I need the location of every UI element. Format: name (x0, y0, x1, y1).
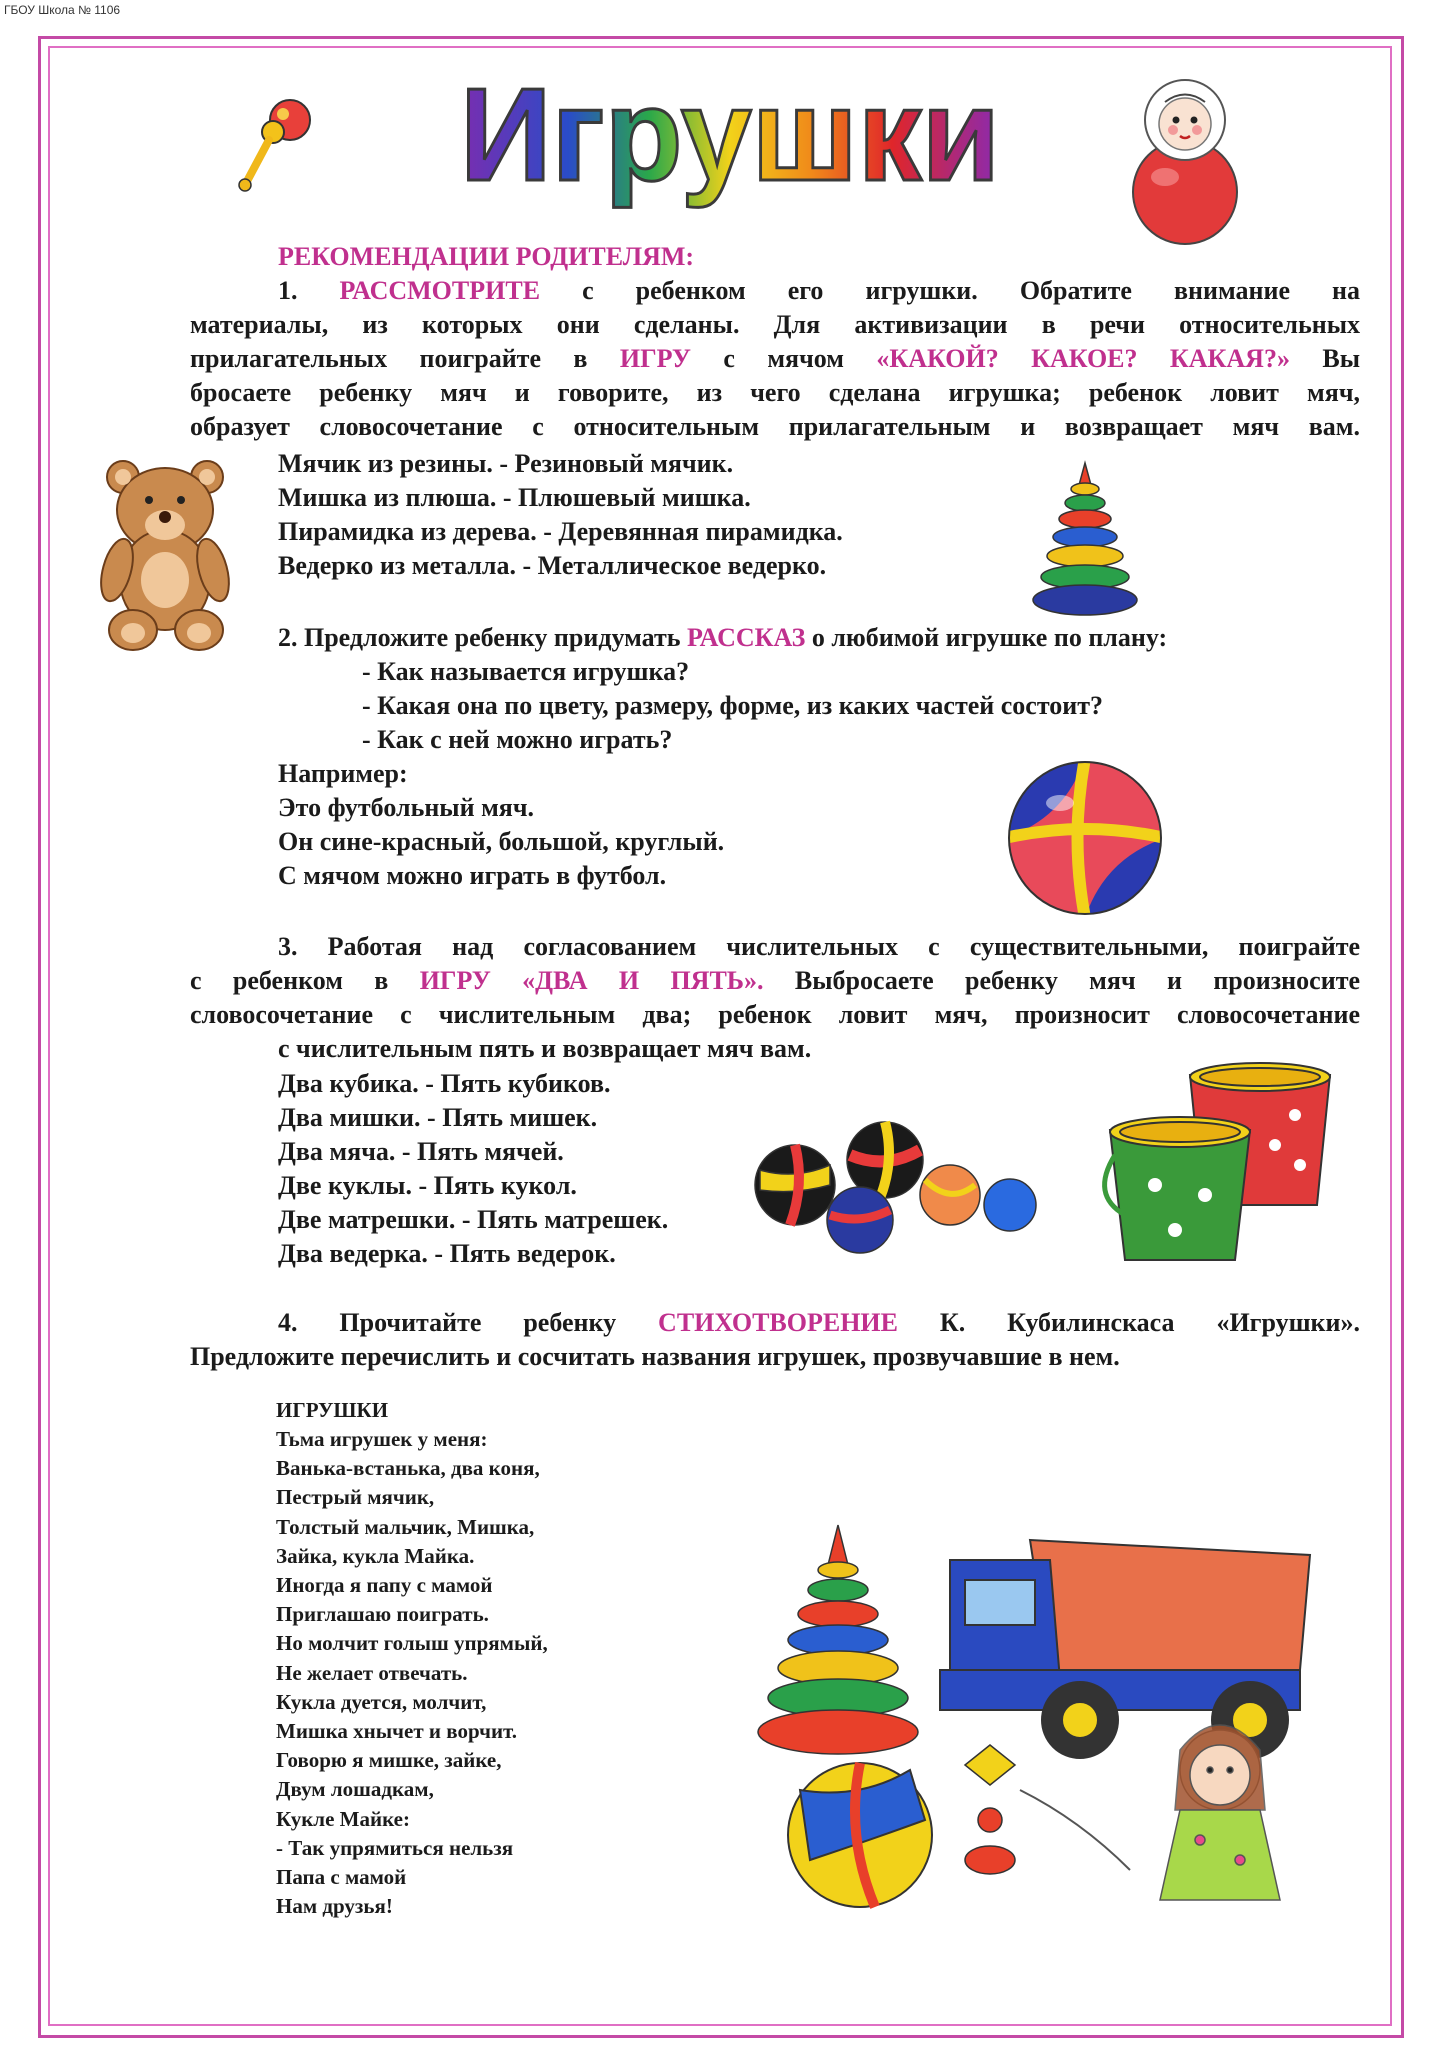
item2-plan-item: - Какая она по цвету, размеру, форме, из каких частей состоит? (362, 691, 1104, 720)
item4-line2: Предложите перечислить и сосчитать названия игрушек, прозвучавшие в нем. (190, 1342, 1120, 1371)
buckets-icon (1095, 1055, 1345, 1255)
poem-line: Толстый мальчик, Мишка, (276, 1514, 535, 1539)
item1-line4: бросаете ребенку мяч и говорите, из чего сделана игрушка; ребенок ловит мяч, (190, 378, 1360, 407)
teddy-bear-icon (95, 455, 235, 655)
item1-line1 (278, 274, 1360, 308)
poem-line: Зайка, кукла Майка. (276, 1543, 475, 1568)
poem-title: ИГРУШКИ (276, 1398, 389, 1422)
item1-example: Пирамидка из дерева. - Деревянная пирамидка. (278, 517, 843, 546)
item4-text: К. Кубилинскаса «Игрушки». (939, 1308, 1360, 1337)
poem-line: Папа с мамой (276, 1865, 407, 1889)
item2-intro (278, 621, 1167, 655)
item2-plan-item: - Как называется игрушка? (362, 657, 690, 686)
poem-line: Но молчит голыш упрямый, (276, 1631, 548, 1656)
item3-line4: с числительным пять и возвращает мяч вам. (278, 1034, 812, 1063)
item3-example: Две куклы. - Пять кукол. (278, 1171, 577, 1200)
poem-line: Кукле Майке: (276, 1806, 410, 1831)
item1-number: 1. (278, 276, 298, 305)
item3-example: Два ведерка. - Пять ведерок. (278, 1239, 616, 1268)
item1-example: Мячик из резины. - Резиновый мячик. (278, 449, 734, 478)
item2-text: о любимой игрушке по плану: (811, 623, 1168, 652)
item1-keyword-game: ИГРУ (619, 344, 691, 373)
poem-line: Не желает отвечать. (276, 1660, 468, 1685)
poem-line: Тьма игрушек у меня: (276, 1427, 488, 1451)
item3-example: Два кубика. - Пять кубиков. (278, 1069, 611, 1098)
poem-line: Нам друзья! (276, 1894, 393, 1919)
title-text: Игрушки (460, 61, 1000, 208)
poem-line: Мишка хнычет и ворчит. (276, 1719, 518, 1743)
section-heading: РЕКОМЕНДАЦИИ РОДИТЕЛЯМ: (278, 242, 695, 271)
poem-line: Приглашаю поиграть. (276, 1602, 489, 1627)
item2-example: Он сине-красный, большой, круглый. (278, 827, 725, 856)
item3-game-name: ИГРУ «ДВА И ПЯТЬ». (419, 966, 764, 995)
item2-example: С мячом можно играть в футбол. (278, 861, 667, 890)
item1-line5: образует словосочетание с относительным прилагательным и возвращает мяч вам. (190, 412, 1360, 441)
poem-line: Пестрый мячик, (276, 1485, 435, 1510)
item3-example: Два мишки. - Пять мишек. (278, 1103, 598, 1132)
item3-line3: словосочетание с числительным два; ребенок ловит мяч, произносит словосочетание (190, 1000, 1360, 1029)
item1-example: Мишка из плюша. - Плюшевый мишка. (278, 483, 751, 512)
poem-line: - Так упрямиться нельзя (276, 1835, 514, 1860)
item2-example-label: Например: (278, 759, 408, 788)
item1-text: с мячом (723, 344, 844, 373)
item1-line3 (190, 342, 1360, 376)
ball-icon (1005, 758, 1165, 918)
item1-text: Вы (1322, 344, 1361, 373)
item3-line2 (190, 964, 1360, 998)
item1-text: с ребенком его игрушки. Обратите внимание на (582, 276, 1360, 305)
item1-line2: материалы, из которых они сделаны. Для активизации в речи относительных (190, 310, 1360, 339)
item4-keyword: СТИХОТВОРЕНИЕ (658, 1308, 898, 1337)
rattle-icon (235, 90, 325, 200)
item2-text: 2. Предложите ребенку придумать (278, 623, 681, 652)
item3-text: с ребенком в (190, 966, 389, 995)
item1-example: Ведерко из металла. - Металлическое ведерко. (278, 551, 827, 580)
poem-line: Двум лошадкам, (276, 1777, 434, 1802)
item1-game-name: «КАКОЙ? КАКОЕ? КАКАЯ?» (876, 344, 1290, 373)
roly-poly-doll-icon (1110, 72, 1260, 247)
item1-text: прилагательных поиграйте в (190, 344, 588, 373)
item3-text: Выбросаете ребенку мяч и произносите (794, 966, 1360, 995)
item3-line1: 3. Работая над согласованием числительных с существительными, поиграйте (278, 932, 1360, 961)
item3-example: Два мяча. - Пять мячей. (278, 1137, 564, 1166)
item2-example: Это футбольный мяч. (278, 793, 535, 822)
item2-keyword: РАССКАЗ (687, 623, 806, 652)
item4-text: 4. Прочитайте ребенку (278, 1308, 617, 1337)
poem-line: Говорю я мишке, зайке, (276, 1748, 502, 1773)
poem-line: Ванька-встанька, два коня, (276, 1456, 540, 1481)
ring-pyramid-icon (1025, 455, 1145, 625)
poem-line: Кукла дуется, молчит, (276, 1689, 487, 1714)
small-balls-icon (750, 1110, 1050, 1260)
page-title (430, 60, 1030, 230)
item3-example: Две матрешки. - Пять матрешек. (278, 1205, 669, 1234)
item4-line1 (278, 1306, 1360, 1340)
item1-keyword: РАССМОТРИТЕ (339, 276, 541, 305)
toys-illustration (750, 1520, 1350, 1920)
item2-plan-item: - Как с ней можно играть? (362, 725, 673, 754)
school-header: ГБОУ Школа № 1106 (4, 3, 121, 17)
poem-line: Иногда я папу с мамой (276, 1573, 493, 1597)
